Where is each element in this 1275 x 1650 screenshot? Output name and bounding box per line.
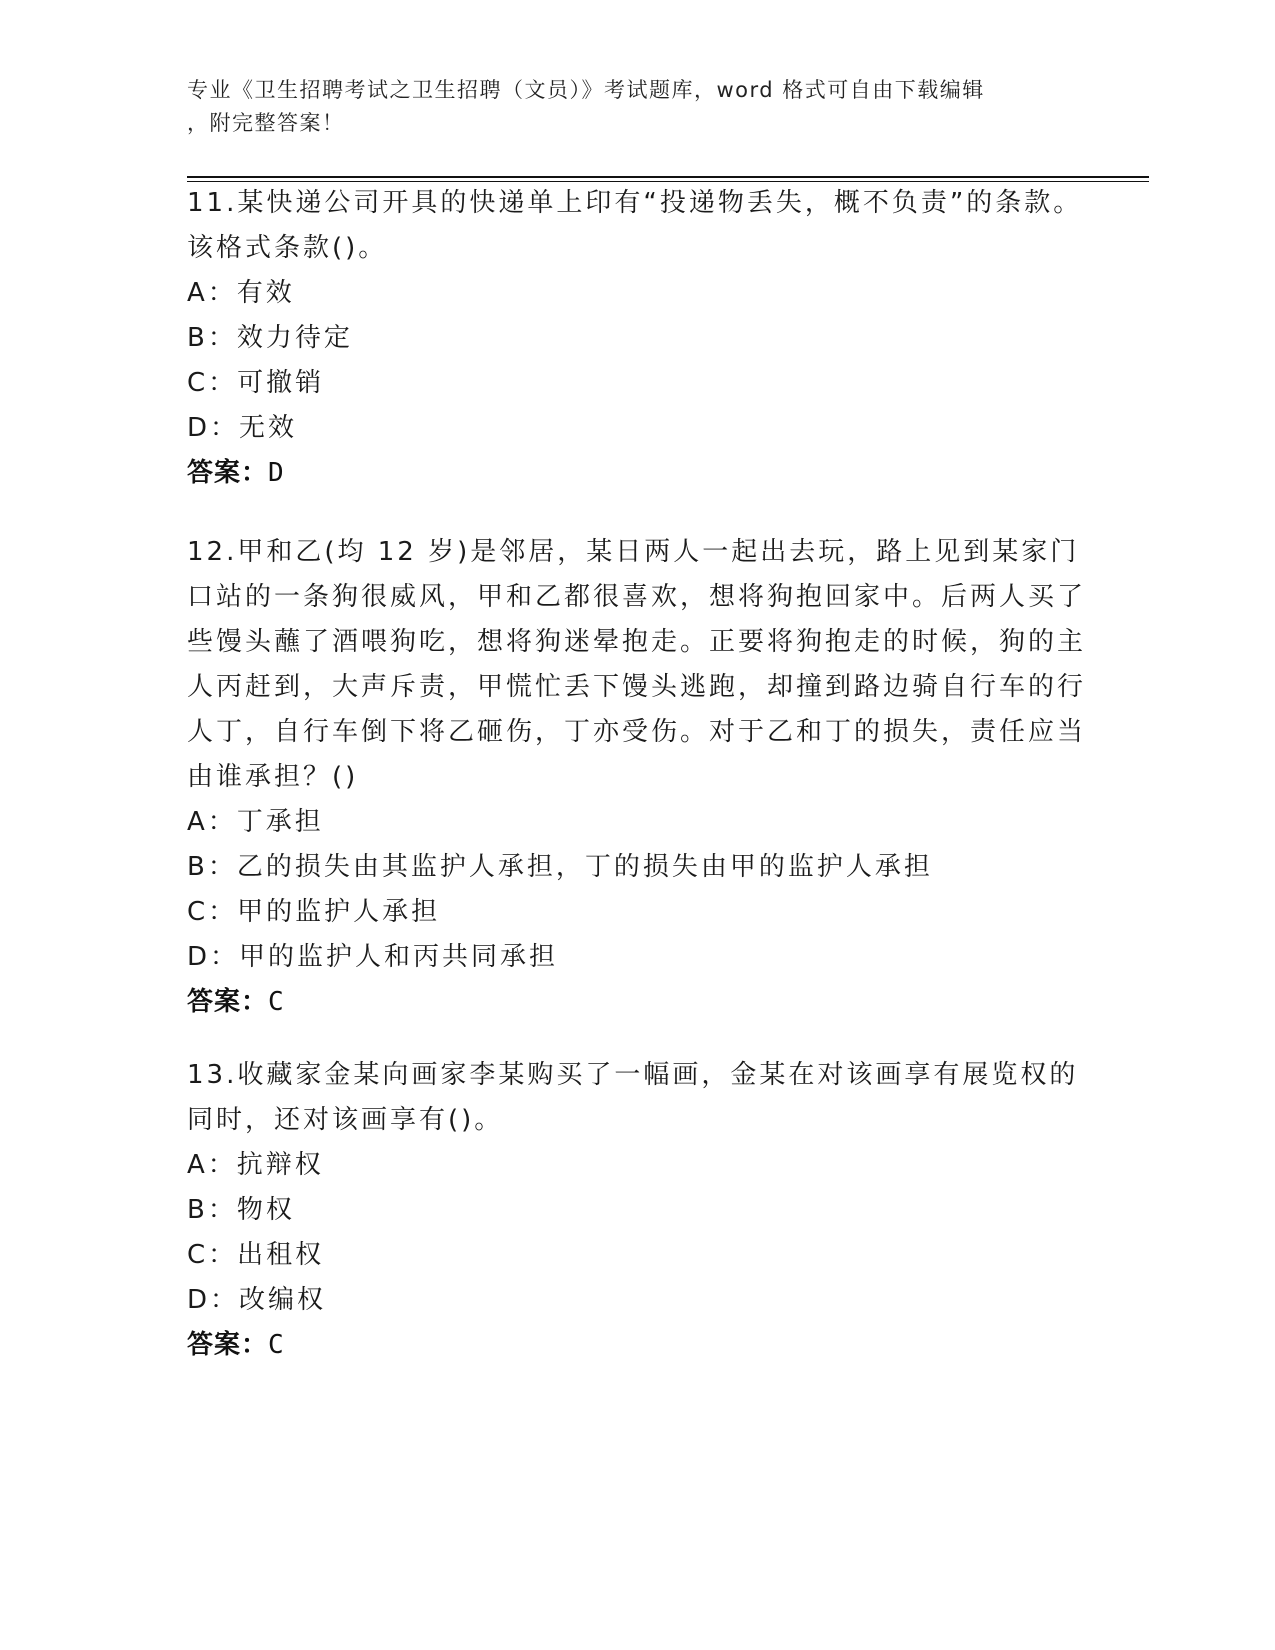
answer-line bbox=[187, 451, 1087, 496]
header-divider-thick bbox=[187, 176, 1149, 178]
question-stem: 12.甲和乙(均 12 岁)是邻居，某日两人一起出去玩，路上见到某家门口站的一条狗很威风，甲和乙都很喜欢，想将狗抱回家中。后两人买了些馒头蘸了酒喂狗吃，想将狗迷晕抱走。正要将狗抱走的时候，狗的主人丙赶到，大声斥责，甲慌忙丢下馒头逃跑，却撞到路边骑自行车的行人丁，自行车倒下将乙砸伤，丁亦受伤。对于乙和丁的损失，责任应当由谁承担？() bbox=[187, 537, 1087, 792]
option-b: B：乙的损失由其监护人承担，丁的损失由甲的监护人承担 bbox=[187, 852, 933, 882]
question-12 bbox=[187, 530, 1087, 1025]
question-13 bbox=[187, 1053, 1087, 1368]
option-b: B：效力待定 bbox=[187, 323, 353, 353]
answer-value: C bbox=[268, 987, 285, 1017]
option-c: C：出租权 bbox=[187, 1240, 325, 1270]
answer-label: 答案： bbox=[187, 987, 269, 1017]
answer-line bbox=[187, 980, 1087, 1025]
option-b: B：物权 bbox=[187, 1195, 295, 1225]
header-line-1: 专业《卫生招聘考试之卫生招聘（文员）》考试题库，word 格式可自由下载编辑 bbox=[187, 78, 985, 102]
header-line-2: ，附完整答案！ bbox=[187, 111, 345, 135]
answer-value: D bbox=[268, 458, 285, 488]
answer-label: 答案： bbox=[187, 1330, 269, 1360]
answer-value: C bbox=[268, 1330, 285, 1360]
option-a: A：抗辩权 bbox=[187, 1150, 324, 1180]
option-c: C：甲的监护人承担 bbox=[187, 897, 441, 927]
option-d: D：无效 bbox=[187, 413, 298, 443]
question-stem: 11.某快递公司开具的快递单上印有“投递物丢失，概不负责”的条款。该格式条款()。 bbox=[187, 188, 1083, 263]
option-c: C：可撤销 bbox=[187, 368, 325, 398]
option-a: A：有效 bbox=[187, 278, 295, 308]
answer-line bbox=[187, 1323, 1087, 1368]
question-11 bbox=[187, 181, 1087, 496]
header-note bbox=[187, 74, 1067, 140]
option-a: A：丁承担 bbox=[187, 807, 324, 837]
answer-label: 答案： bbox=[187, 458, 269, 488]
question-stem: 13.收藏家金某向画家李某购买了一幅画，金某在对该画享有展览权的同时，还对该画享有()。 bbox=[187, 1060, 1079, 1135]
option-d: D：甲的监护人和丙共同承担 bbox=[187, 942, 559, 972]
option-d: D：改编权 bbox=[187, 1285, 327, 1315]
